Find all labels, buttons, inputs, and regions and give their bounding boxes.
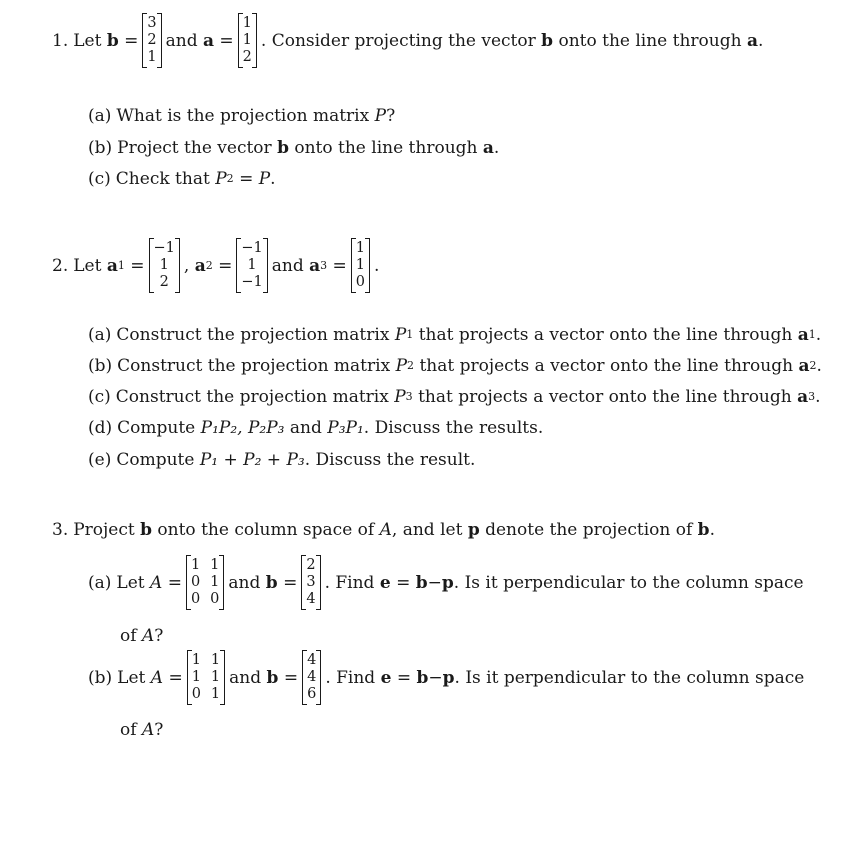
matrix-entry: 1 <box>210 652 221 668</box>
problem-2-part-e <box>88 450 475 470</box>
equals: = <box>396 572 411 593</box>
text: . Consider projecting the vector <box>260 30 536 51</box>
vector-b-symbol: b <box>265 572 278 593</box>
matrix-entry: 1 <box>147 49 157 65</box>
var-P: P <box>395 356 408 376</box>
text: onto the column space of <box>157 520 375 540</box>
text: Let <box>73 30 102 51</box>
text: . Find <box>325 667 376 688</box>
vector-b-symbol: b <box>415 572 428 593</box>
problem-1-part-c: (c) Check that P 2 = P . <box>88 169 276 189</box>
vector-b-symbol: b <box>416 667 429 688</box>
matrix-entry: −1 <box>241 240 263 256</box>
problem-number: 1. <box>52 30 69 51</box>
text: , and let <box>391 520 463 540</box>
vector-a-symbol: a <box>797 387 809 407</box>
var-P: P <box>394 325 407 345</box>
matrix-entry: 6 <box>307 686 317 702</box>
text: Let <box>116 572 145 593</box>
part-label: (c) <box>88 169 111 189</box>
matrix-entry: 4 <box>306 591 316 607</box>
equals: = <box>283 572 298 593</box>
text: . Is it perpendicular to the column space <box>453 572 804 593</box>
var-A: A <box>150 572 163 593</box>
vector-a2-symbol: a <box>194 255 206 276</box>
text: Construct the projection matrix <box>117 356 391 376</box>
var-P: P <box>394 387 406 407</box>
vector-a-symbol: a <box>797 325 809 345</box>
text: Project <box>73 520 135 540</box>
problem-3-part-b-wrap <box>120 720 163 740</box>
period: . <box>815 325 822 345</box>
vector-b-matrix <box>302 650 321 705</box>
vector-e-symbol: e <box>379 572 391 593</box>
vector-a-symbol: a <box>746 30 758 51</box>
problem-number: 2. <box>52 255 69 276</box>
part-label: (b) <box>88 667 113 688</box>
matrix-entry: 2 <box>159 274 169 290</box>
problem-3-statement <box>52 520 715 540</box>
vector-b-symbol: b <box>266 667 279 688</box>
punct: . <box>270 169 276 189</box>
vector-p-symbol: p <box>442 667 455 688</box>
matrix-entry: 4 <box>307 669 317 685</box>
problem-3-part-a <box>88 555 804 610</box>
minus: − <box>428 667 443 688</box>
var-P: P <box>374 106 387 126</box>
text: that projects a vector onto the line through <box>418 325 793 345</box>
matrix-entry: 2 <box>147 32 157 48</box>
vector-e-symbol: e <box>380 667 392 688</box>
matrix-entry: 1 <box>191 652 201 668</box>
vector-a-symbol: a <box>202 30 214 51</box>
vector-b-symbol: b <box>140 520 153 540</box>
var-P: P <box>215 169 227 189</box>
var-A: A <box>379 520 392 540</box>
matrix-entry: 1 <box>191 669 201 685</box>
text: that projects a vector onto the line through <box>418 387 792 407</box>
problem-2-part-c: (c) Construct the projection matrix P 3 that projects a vector onto the line through a 3 . <box>88 387 821 407</box>
product-p3p1: P₃P₁ <box>327 418 364 438</box>
punct: ? <box>386 106 396 126</box>
matrix-entry: 1 <box>210 557 220 573</box>
vector-b-symbol: b <box>541 30 554 51</box>
vector-a1-symbol: a <box>106 255 118 276</box>
equals: = <box>130 255 145 276</box>
text: Let <box>73 255 102 276</box>
problem-2-part-a: (a) Construct the projection matrix P 1 that projects a vector onto the line through a 1 . <box>88 325 822 345</box>
matrix-A <box>187 650 225 705</box>
vector-b-symbol: b <box>697 520 710 540</box>
matrix-entry: 0 <box>210 591 220 607</box>
text: that projects a vector onto the line through <box>419 356 794 376</box>
part-label: (a) <box>88 106 112 126</box>
problem-2-part-d <box>88 418 543 438</box>
matrix-entry: 3 <box>147 15 157 31</box>
vector-a3-symbol: a <box>309 255 321 276</box>
problem-3-part-b <box>88 650 804 705</box>
text: of <box>120 626 137 646</box>
text: . Is it perpendicular to the column space <box>454 667 805 688</box>
matrix-entry: 4 <box>307 652 317 668</box>
matrix-entry: 0 <box>191 686 201 702</box>
problem-1-part-b <box>88 138 499 158</box>
product-p1p2: P₁P₂, <box>200 418 243 438</box>
vector-b-matrix <box>142 13 161 68</box>
matrix-entry: 1 <box>355 257 366 273</box>
vector-b-matrix <box>301 555 320 610</box>
punct: ? <box>154 626 164 646</box>
text: onto the line through <box>294 138 478 158</box>
matrix-entry: 1 <box>355 240 366 256</box>
vector-a1-matrix <box>149 238 180 293</box>
text: Construct the projection matrix <box>115 387 389 407</box>
text: Let <box>117 667 146 688</box>
matrix-entry: 1 <box>242 15 252 31</box>
matrix-entry: 1 <box>210 574 220 590</box>
var-A: A <box>150 667 164 688</box>
problem-number: 3. <box>52 520 69 540</box>
problem-2-statement: 2. Let a 1 = −1 1 2 , a 2 = −1 1 −1 and a 3 = 1 1 0 . <box>52 238 379 293</box>
matrix-entry: 0 <box>190 591 201 607</box>
equation-rhs: = P <box>239 169 271 189</box>
period: . <box>374 255 380 276</box>
matrix-entry: 2 <box>306 557 316 573</box>
text: onto the line through <box>558 30 742 51</box>
minus: − <box>427 572 442 593</box>
text: and <box>271 255 304 276</box>
matrix-entry: 1 <box>247 257 257 273</box>
matrix-entry: −1 <box>153 240 175 256</box>
vector-a3-matrix <box>351 238 370 293</box>
text: Project the vector <box>117 138 272 158</box>
var-A: A <box>141 626 155 646</box>
text: and <box>228 572 261 593</box>
period: . <box>757 30 764 51</box>
comma: , <box>183 255 190 276</box>
matrix-A <box>186 555 224 610</box>
sum-expression: P₁ + P₂ + P₃ <box>199 450 305 470</box>
equals: = <box>167 572 182 593</box>
text: of <box>120 720 137 740</box>
product-p2p3: P₂P₃ <box>247 418 285 438</box>
matrix-entry: 0 <box>190 574 201 590</box>
text: denote the projection of <box>485 520 693 540</box>
matrix-entry: 1 <box>159 257 169 273</box>
part-label: (a) <box>88 325 112 345</box>
problem-1-statement <box>52 13 763 68</box>
matrix-entry: 1 <box>242 32 252 48</box>
vector-p-symbol: p <box>441 572 454 593</box>
vector-b-symbol: b <box>277 138 289 158</box>
matrix-entry: 1 <box>210 669 221 685</box>
period: . <box>815 387 821 407</box>
punct: . <box>493 138 500 158</box>
text: Compute <box>116 450 195 470</box>
problem-1-part-a <box>88 106 395 126</box>
matrix-entry: 3 <box>306 574 316 590</box>
matrix-entry: 1 <box>190 557 201 573</box>
text: and <box>165 30 198 51</box>
equals: = <box>283 667 299 688</box>
equals: = <box>219 30 234 51</box>
part-label: (a) <box>88 572 112 593</box>
text: Check that <box>115 169 210 189</box>
matrix-entry: 1 <box>210 686 221 702</box>
matrix-entry: 0 <box>355 274 366 290</box>
part-label: (e) <box>88 450 112 470</box>
period: . <box>709 520 715 540</box>
part-label: (b) <box>88 356 113 376</box>
part-label: (b) <box>88 138 113 158</box>
equals: = <box>396 667 412 688</box>
part-label: (d) <box>88 418 113 438</box>
matrix-entry: −1 <box>241 274 263 290</box>
text: and <box>289 418 322 438</box>
problem-2-part-b: (b) Construct the projection matrix P 2 that projects a vector onto the line through a 2 . <box>88 356 822 376</box>
punct: ? <box>154 720 164 740</box>
text: Compute <box>117 418 196 438</box>
var-A: A <box>141 720 155 740</box>
text: . Discuss the result. <box>304 450 476 470</box>
part-label: (c) <box>88 387 111 407</box>
equals: = <box>332 255 347 276</box>
text: . Discuss the results. <box>363 418 544 438</box>
equals: = <box>218 255 233 276</box>
text: . Find <box>324 572 375 593</box>
vector-a2-matrix <box>236 238 267 293</box>
vector-p-symbol: p <box>467 520 480 540</box>
vector-b-symbol: b <box>106 30 119 51</box>
text: What is the projection matrix <box>116 106 370 126</box>
problem-3-part-a-wrap <box>120 626 163 646</box>
matrix-entry: 2 <box>242 49 252 65</box>
vector-a-symbol: a <box>798 356 810 376</box>
text: and <box>229 667 262 688</box>
text: Construct the projection matrix <box>116 325 390 345</box>
period: . <box>816 356 822 376</box>
vector-a-symbol: a <box>482 138 494 158</box>
vector-a-matrix <box>238 13 257 68</box>
equals: = <box>168 667 183 688</box>
equals: = <box>124 30 139 51</box>
